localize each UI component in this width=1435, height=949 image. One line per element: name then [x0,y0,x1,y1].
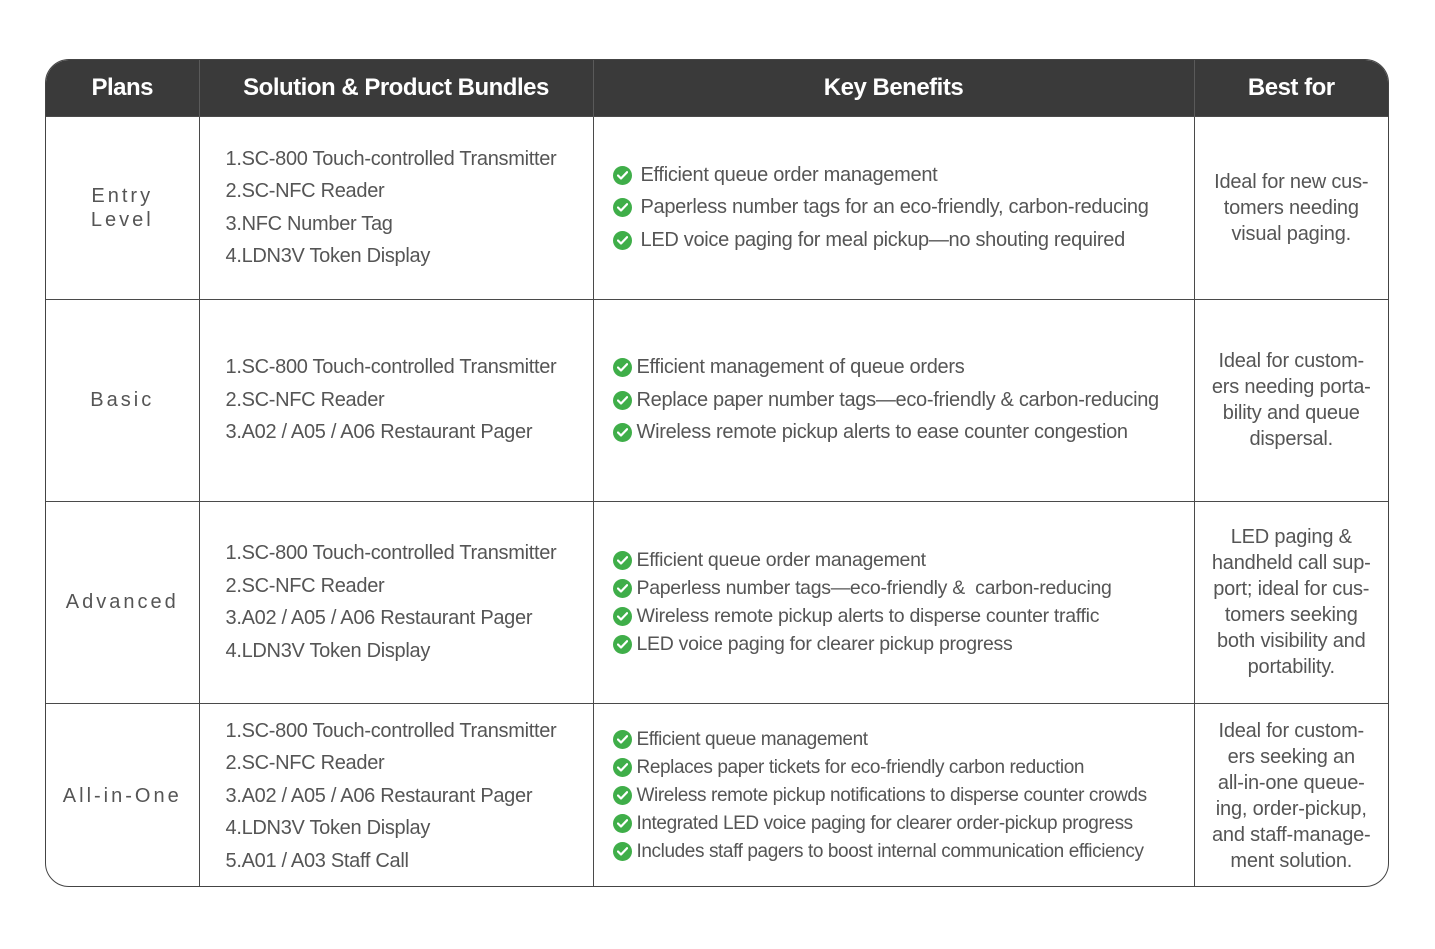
best-for-value: Ideal for new cus- tomers needing visual paging. [1214,170,1369,245]
best-for-cell [1194,703,1388,887]
comparison-table [46,60,1388,887]
best-for-cell [1194,116,1388,299]
benefit-item [613,384,1194,417]
plan-cell [46,299,199,501]
plan-cell [46,116,199,299]
benefit-text: Efficient queue management [636,728,868,750]
best-for-cell [1194,299,1388,501]
bundle-item: 2.SC-NFC Reader [225,388,385,411]
bundle-item: 3.A02 / A05 / A06 Restaurant Pager [225,607,533,629]
check-circle-icon [613,607,632,626]
benefit-item [613,630,1194,658]
bundle-cell [199,299,593,501]
benefit-text: LED voice paging for clearer pickup progress [636,633,1013,655]
benefit-text: Efficient management of queue orders [636,356,965,379]
bundle-item: 4.LDN3V Token Display [225,245,431,267]
table-row-all-in-one [46,703,1388,887]
table-header [46,60,1388,116]
benefit-item [613,351,1194,384]
check-circle-icon [613,391,632,410]
plan-name: All-in-One [62,784,182,807]
header-plans: Plans [46,60,199,116]
table-row-entry-level [46,116,1388,299]
best-for-text [1195,524,1389,680]
plan-name: Basic [90,389,155,411]
bundle-list [200,715,593,878]
benefit-text: Integrated LED voice paging for clearer order-pickup progress [636,812,1133,834]
bundle-cell [199,116,593,299]
benefit-text: Replaces paper tickets for eco-friendly carbon reduction [636,756,1085,778]
benefit-text: Efficient queue order management [636,549,926,571]
benefit-text: Paperless number tags—eco-friendly & carbon-reducing [636,577,1112,599]
benefit-list [594,351,1194,449]
benefit-item [613,838,1194,866]
check-circle-icon [613,758,632,777]
table-row-advanced [46,501,1388,703]
check-circle-icon [613,579,632,598]
best-for-cell [1194,501,1388,703]
table-row-basic [46,299,1388,501]
benefit-item [613,782,1194,810]
bundle-item: 5.A01 / A03 Staff Call [225,849,409,872]
bundle-item: 3.A02 / A05 / A06 Restaurant Pager [225,421,533,444]
benefit-list [594,546,1194,658]
bundle-list [200,537,593,667]
bundle-item: 3.NFC Number Tag [225,212,393,235]
benefit-text: Includes staff pagers to boost internal communication efficiency [636,840,1144,862]
best-for-text [1195,169,1389,247]
bundle-item: 2.SC-NFC Reader [225,574,385,597]
bundle-list [200,351,593,449]
benefit-item [613,224,1194,257]
bundle-item: 1.SC-800 Touch-controlled Transmitter [225,147,557,170]
benefit-list [594,159,1194,257]
benefits-cell [593,116,1194,299]
benefits-cell [593,501,1194,703]
bundle-item: 2.SC-NFC Reader [225,752,385,774]
benefit-text: Replace paper number tags—eco-friendly & carbon-reducing [636,388,1159,411]
check-circle-icon [613,786,632,805]
benefit-text: Efficient queue order management [640,163,938,186]
benefit-item [613,726,1194,754]
benefit-text: Wireless remote pickup alerts to disperse counter traffic [636,605,1100,627]
header-best-for: Best for [1194,60,1388,116]
benefit-item [613,810,1194,838]
benefit-list [594,726,1194,866]
bundle-item: 1.SC-800 Touch-controlled Transmitter [225,719,557,742]
check-circle-icon [613,231,632,250]
best-for-text [1195,348,1389,452]
check-circle-icon [613,814,632,833]
bundle-item: 3.A02 / A05 / A06 Restaurant Pager [225,784,533,807]
bundle-item: 1.SC-800 Touch-controlled Transmitter [225,542,557,564]
header-bundles: Solution & Product Bundles [199,60,593,116]
best-for-value: LED paging & handheld call sup- port; ideal for cus- tomers seeking both visibility and portability. [1211,526,1371,678]
bundle-cell [199,703,593,887]
plan-name: Entry Level [90,184,154,231]
benefit-item [613,754,1194,782]
check-circle-icon [613,423,632,442]
check-circle-icon [613,551,632,570]
plan-cell [46,703,199,887]
bundle-item: 4.LDN3V Token Display [225,817,431,839]
bundle-list [200,143,593,273]
check-circle-icon [613,842,632,861]
benefit-text: Wireless remote pickup alerts to ease counter congestion [636,421,1128,444]
best-for-text [1195,718,1389,874]
bundle-item: 4.LDN3V Token Display [225,639,431,662]
benefit-item [613,191,1194,224]
check-circle-icon [613,358,632,377]
header-row [46,60,1388,116]
bundle-cell [199,501,593,703]
table-body [46,116,1388,887]
plan-cell [46,501,199,703]
check-circle-icon [613,198,632,217]
benefit-item [613,159,1194,192]
benefit-text: LED voice paging for meal pickup—no shouting required [640,228,1125,251]
best-for-value: Ideal for custom- ers seeking an all-in-one queue- ing, order-pickup, and staff-manage- ment solution. [1211,719,1371,872]
benefit-text: Paperless number tags for an eco-friendly, carbon-reducing [640,196,1149,219]
benefit-item [613,416,1194,449]
benefits-cell [593,703,1194,887]
benefit-text: Wireless remote pickup notifications to disperse counter crowds [636,784,1147,806]
bundle-item: 2.SC-NFC Reader [225,180,385,202]
benefit-item [613,602,1194,630]
check-circle-icon [613,166,632,185]
bundle-item: 1.SC-800 Touch-controlled Transmitter [225,356,557,379]
check-circle-icon [613,730,632,749]
check-circle-icon [613,635,632,654]
header-key-benefits: Key Benefits [593,60,1194,116]
plans-comparison-table [45,59,1389,887]
benefits-cell [593,299,1194,501]
plan-name: Advanced [65,591,179,613]
benefit-item [613,574,1194,602]
benefit-item [613,546,1194,574]
best-for-value: Ideal for custom- ers needing porta- bility and queue dispersal. [1211,350,1371,450]
